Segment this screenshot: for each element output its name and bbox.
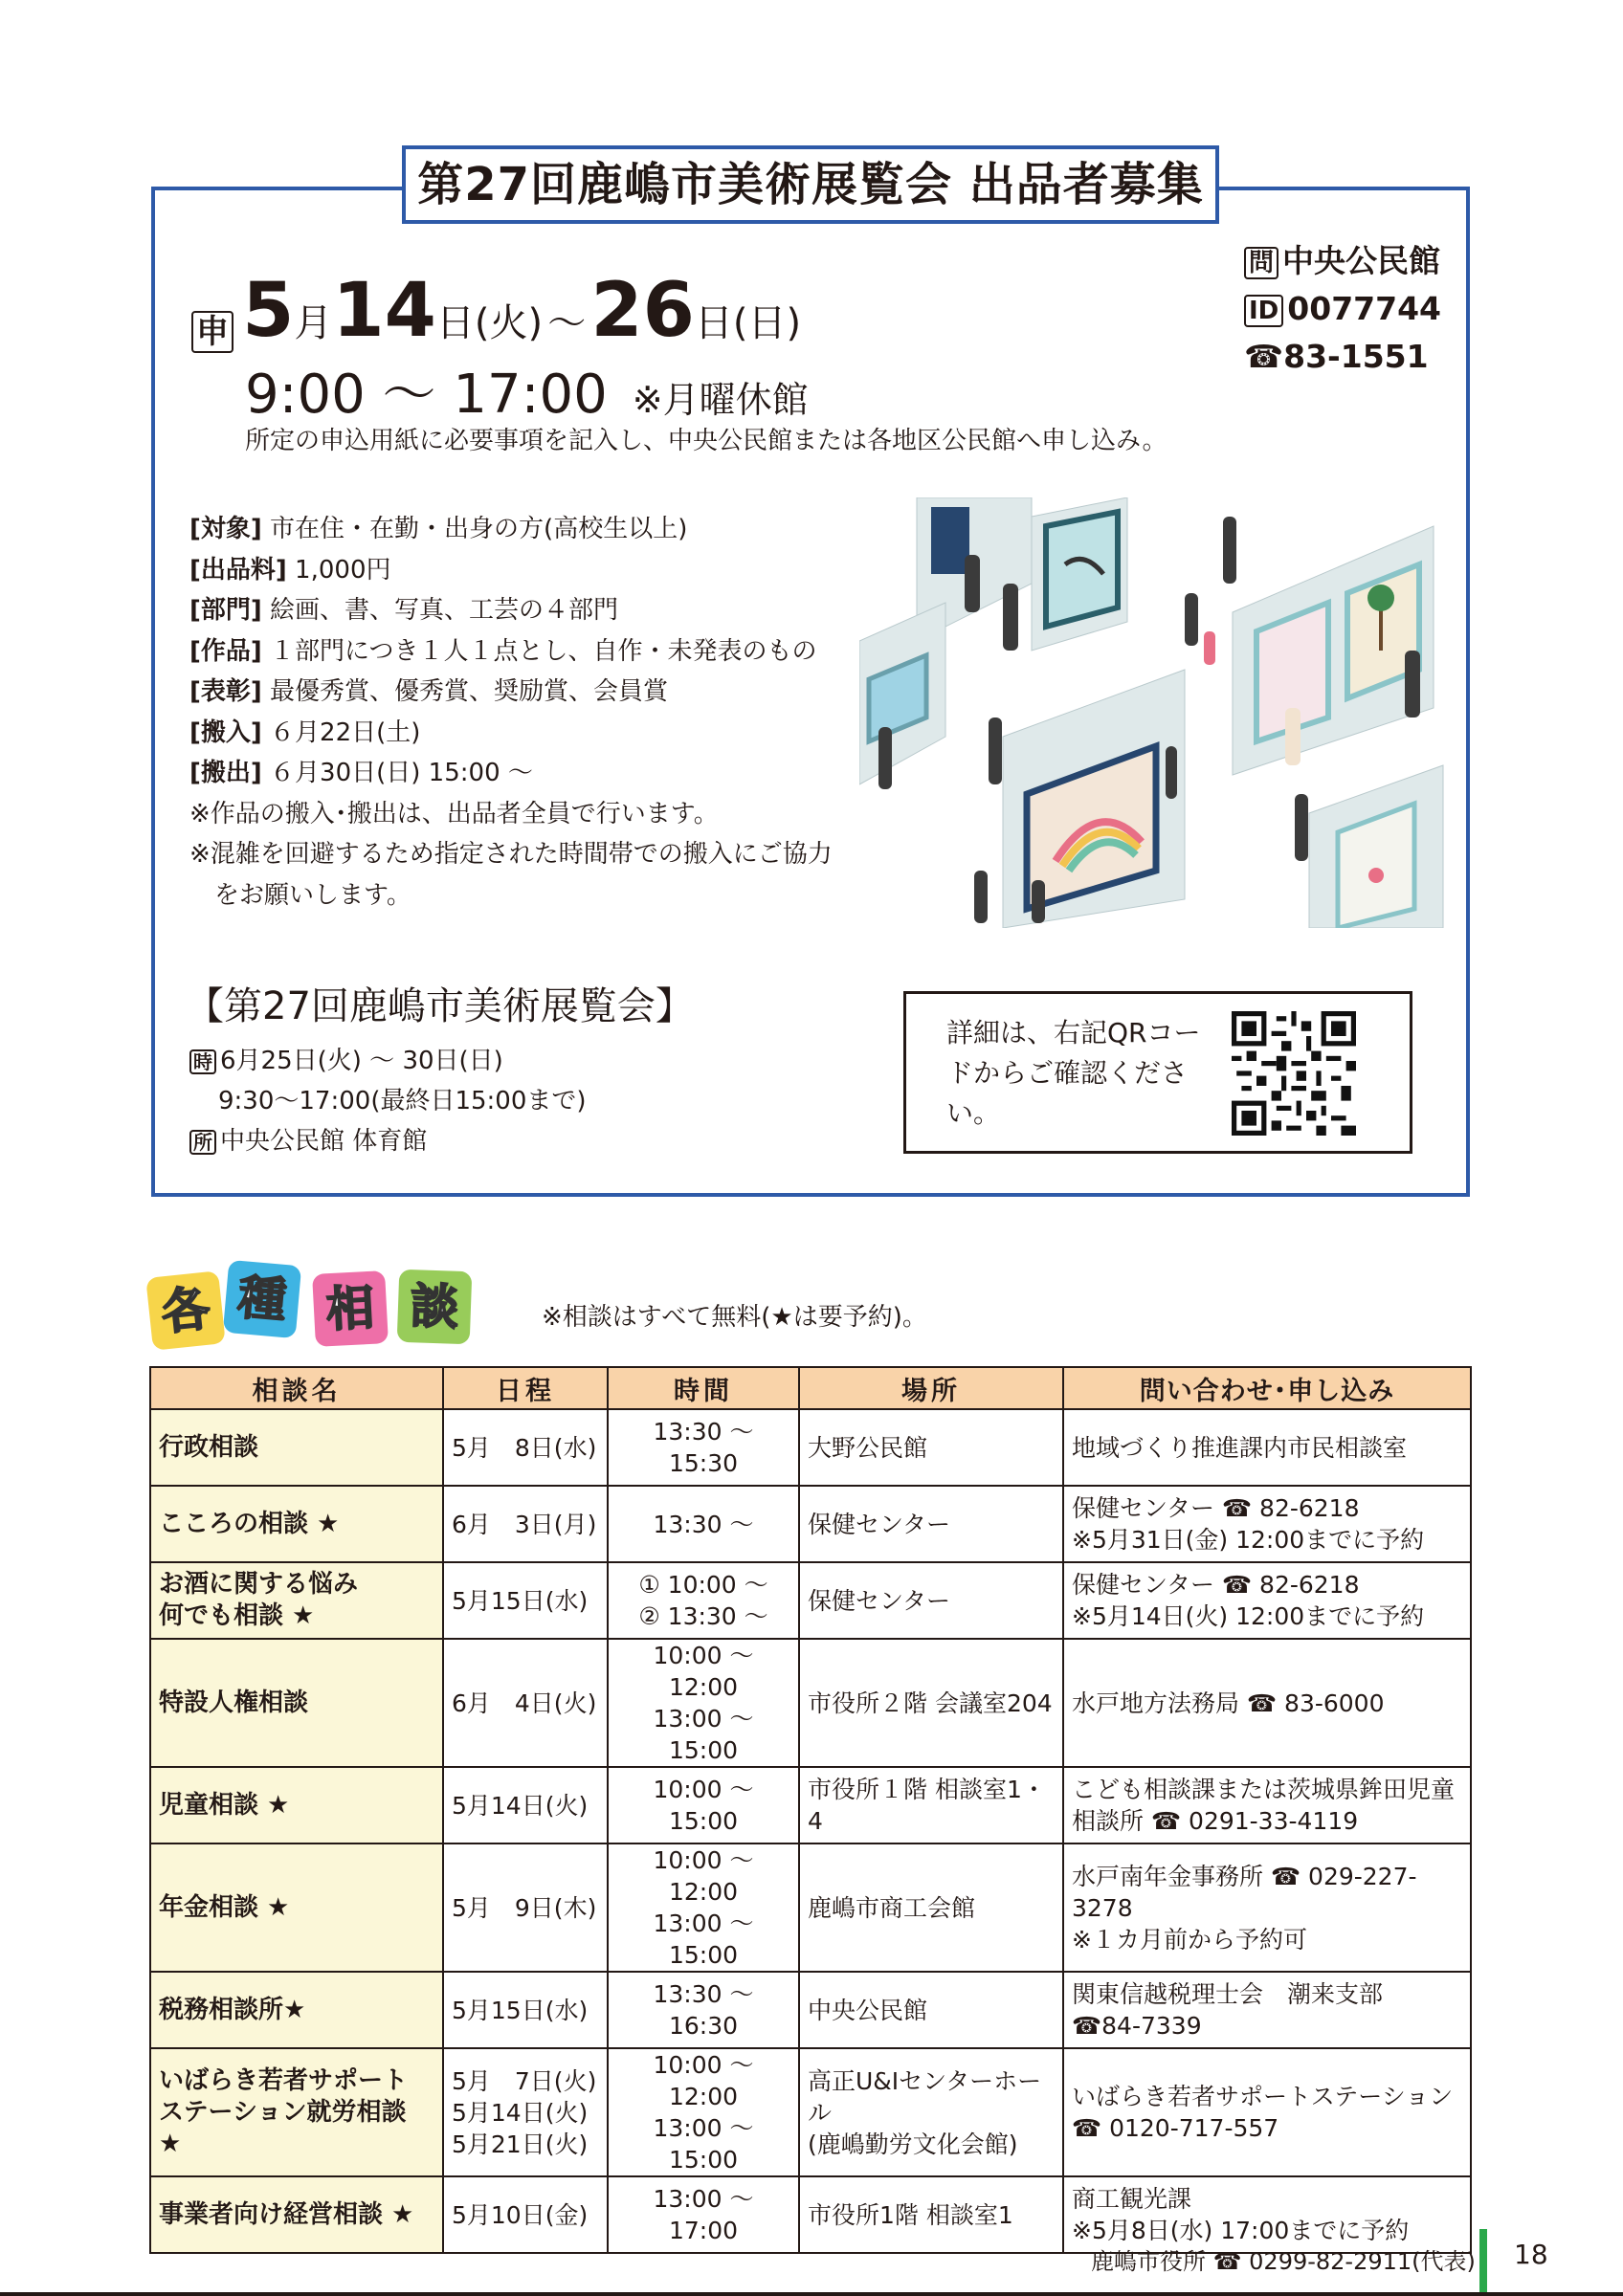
cell-date: 6月 4日(火): [443, 1639, 608, 1767]
application-hours: [245, 352, 809, 429]
apply-chip: 申: [191, 311, 233, 353]
qr-info-box: [903, 991, 1412, 1154]
date-chip: 時: [189, 1049, 216, 1074]
detail-note: をお願いします。: [189, 880, 411, 910]
cell-place: 大野公民館: [799, 1409, 1063, 1486]
cell-date: 6月 3日(月): [443, 1486, 608, 1562]
consultation-table: [149, 1366, 1472, 2254]
id-text: 0077744: [1287, 290, 1441, 327]
bottom-rule: [0, 2292, 1623, 2296]
cell-time: 10:00 ～ 15:00: [608, 1767, 799, 1843]
detail-item: [部門] 絵画、書、写真、工芸の４部門: [189, 596, 619, 625]
cell-time: 10:00 ～ 12:00 13:00 ～ 15:00: [608, 1843, 799, 1972]
table-header-row: [150, 1367, 1471, 1409]
cell-place: 市役所２階 会議室204: [799, 1639, 1063, 1767]
table-row: [150, 1767, 1471, 1843]
period-end-day: 26: [590, 268, 695, 354]
cell-name: こころの相談 ★: [150, 1486, 443, 1562]
cell-name: 児童相談 ★: [150, 1767, 443, 1843]
cell-date: 5月 8日(水): [443, 1409, 608, 1486]
exhibition-place: 中央公民館 体育館: [220, 1127, 428, 1156]
qr-text: 詳細は、右記QRコードからご確認ください。: [946, 1017, 1201, 1129]
cell-time: 13:00 ～ 17:00: [608, 2176, 799, 2253]
cell-name: お酒に関する悩み 何でも相談 ★: [150, 1562, 443, 1639]
cell-place: 保健センター: [799, 1562, 1063, 1639]
cell-date: 5月 7日(火) 5月14日(火) 5月21日(火): [443, 2048, 608, 2176]
exhibition-subtitle: 【第27回鹿嶋市美術展覧会】: [186, 984, 694, 1028]
column-header: 時間: [608, 1367, 799, 1409]
cell-date: 5月 9日(木): [443, 1843, 608, 1972]
cell-place: 市役所１階 相談室1・4: [799, 1767, 1063, 1843]
id-chip: ID: [1244, 295, 1283, 327]
cell-name: いばらき若者サポート ステーション就労相談 ★: [150, 2048, 443, 2176]
cell-contact: 水戸南年金事務所 ☎ 029-227-3278 ※１カ月前から予約可: [1063, 1843, 1471, 1972]
footer-office: 鹿嶋市役所 ☎ 0299-82-2911(代表): [1091, 2248, 1476, 2275]
cell-time: 13:30 ～: [608, 1486, 799, 1562]
heading-char: 各: [145, 1270, 226, 1351]
table-row: [150, 1843, 1471, 1972]
cell-name: 年金相談 ★: [150, 1843, 443, 1972]
detail-item: [出品料] 1,000円: [189, 555, 391, 585]
cell-contact: 地域づくり推進課内市民相談室: [1063, 1409, 1471, 1486]
heading-char: 種: [223, 1260, 301, 1338]
cell-time: ① 10:00 ～ ② 13:30 ～: [608, 1562, 799, 1639]
cell-place: 中央公民館: [799, 1972, 1063, 2048]
cell-time: 10:00 ～ 12:00 13:00 ～ 15:00: [608, 2048, 799, 2176]
contact-block: [1244, 237, 1441, 381]
cell-contact: 水戸地方法務局 ☎ 83-6000: [1063, 1639, 1471, 1767]
cell-date: 5月14日(火): [443, 1767, 608, 1843]
cell-time: 13:30 ～ 16:30: [608, 1972, 799, 2048]
period-month: 5: [242, 268, 295, 354]
detail-note: ※作品の搬入･搬出は、出品者全員で行います。: [189, 799, 719, 828]
hours-note: ※月曜休館: [632, 379, 809, 421]
cell-contact: 保健センター ☎ 82-6218 ※5月14日(火) 12:00までに予約: [1063, 1562, 1471, 1639]
detail-item: [表彰] 最優秀賞、優秀賞、奨励賞、会員賞: [189, 677, 669, 706]
cell-place: 市役所1階 相談室1: [799, 2176, 1063, 2253]
exhibition-time: 9:30～17:00(最終日15:00まで): [218, 1087, 587, 1115]
table-row: [150, 1639, 1471, 1767]
detail-item: [搬入] ６月22日(土): [189, 718, 421, 747]
cell-time: 13:30 ～ 15:30: [608, 1409, 799, 1486]
phone-icon: ☎: [1244, 338, 1284, 375]
cell-name: 行政相談: [150, 1409, 443, 1486]
cell-time: 10:00 ～ 12:00 13:00 ～ 15:00: [608, 1639, 799, 1767]
column-header: 日程: [443, 1367, 608, 1409]
page-number: 18: [1514, 2239, 1548, 2270]
table-row: [150, 1972, 1471, 2048]
period-start-dow: 日(火): [435, 301, 544, 345]
cell-place: 高正U&Iセンターホール (鹿嶋勤労文化会館): [799, 2048, 1063, 2176]
column-header: 問い合わせ･申し込み: [1063, 1367, 1471, 1409]
detail-note: ※混雑を回避するため指定された時間帯での搬入にご協力: [189, 840, 833, 869]
cell-date: 5月15日(水): [443, 1562, 608, 1639]
hours-text: 9:00 ～ 17:00: [245, 364, 608, 426]
cell-contact: こども相談課または茨城県鉾田児童相談所 ☎ 0291-33-4119: [1063, 1767, 1471, 1843]
table-row: [150, 1486, 1471, 1562]
detail-item: [対象] 市在住・在勤・出身の方(高校生以上): [189, 515, 688, 543]
detail-item: [搬出] ６月30日(日) 15:00 ～: [189, 759, 533, 787]
cell-contact: 商工観光課 ※5月8日(水) 17:00までに予約: [1063, 2176, 1471, 2253]
inquiry-text: 中央公民館: [1282, 242, 1441, 279]
period-start-day: 14: [332, 268, 436, 354]
consultation-heading: [149, 1261, 503, 1366]
cell-name: 事業者向け経営相談 ★: [150, 2176, 443, 2253]
cell-name: 税務相談所★: [150, 1972, 443, 2048]
cell-place: 保健センター: [799, 1486, 1063, 1562]
exhibition-title: 第27回鹿嶋市美術展覧会 出品者募集: [402, 145, 1219, 224]
exhibition-details: [189, 509, 833, 916]
period-month-label: 月: [294, 301, 333, 345]
exhibition-date: 6月25日(火) ～ 30日(日): [220, 1047, 503, 1075]
exhibition-info: [189, 1041, 587, 1161]
table-row: [150, 2048, 1471, 2176]
cell-date: 5月10日(金): [443, 2176, 608, 2253]
footer-accent-bar: [1479, 2229, 1487, 2296]
cell-contact: 関東信越税理士会 潮来支部 ☎84-7339: [1063, 1972, 1471, 2048]
period-end-dow: 日(日): [694, 301, 802, 345]
consultation-note: ※相談はすべて無料(★は要予約)。: [542, 1303, 927, 1332]
heading-char: 相: [312, 1270, 389, 1347]
application-period: [191, 268, 801, 354]
place-chip: 所: [189, 1130, 216, 1155]
table-row: [150, 1562, 1471, 1639]
inquiry-chip: 問: [1244, 247, 1278, 279]
cell-date: 5月15日(水): [443, 1972, 608, 2048]
column-header: 場所: [799, 1367, 1063, 1409]
gallery-illustration: [859, 497, 1449, 928]
cell-contact: いばらき若者サポートステーション ☎ 0120-717-557: [1063, 2048, 1471, 2176]
cell-contact: 保健センター ☎ 82-6218 ※5月31日(金) 12:00までに予約: [1063, 1486, 1471, 1562]
detail-item: [作品] １部門につき１人１点とし、自作・未発表のもの: [189, 636, 817, 666]
heading-char: 談: [397, 1269, 473, 1345]
table-row: [150, 1409, 1471, 1486]
table-row: [150, 2176, 1471, 2253]
qr-code-image[interactable]: [1232, 1011, 1356, 1136]
column-header: 相談名: [150, 1367, 443, 1409]
cell-place: 鹿嶋市商工会館: [799, 1843, 1063, 1972]
cell-name: 特設人権相談: [150, 1639, 443, 1767]
apply-method: 所定の申込用紙に必要事項を記入し、中央公民館または各地区公民館へ申し込み。: [245, 427, 1167, 455]
period-tilde: ～: [547, 301, 587, 345]
tel-text: 83-1551: [1283, 338, 1429, 375]
